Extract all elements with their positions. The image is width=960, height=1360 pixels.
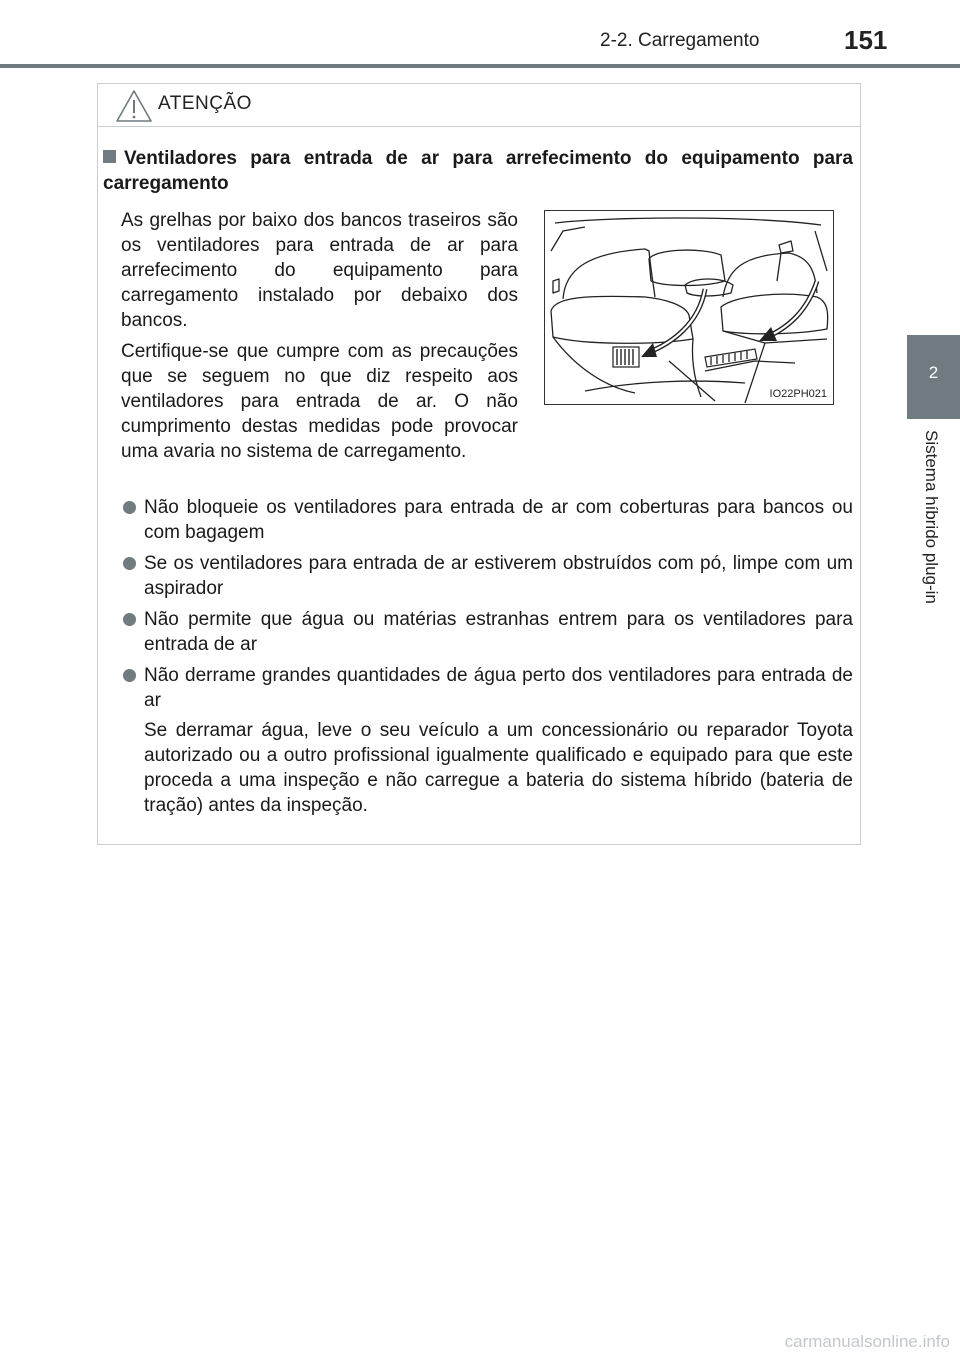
air-vent-grille-left xyxy=(613,347,639,367)
page-number: 151 xyxy=(844,25,888,55)
bullet-icon xyxy=(123,613,136,626)
subsection-heading xyxy=(103,146,853,196)
chapter-title-container xyxy=(907,430,960,670)
chapter-number: 2 xyxy=(928,363,939,382)
square-bullet-icon xyxy=(103,150,116,163)
air-vent-grille-right xyxy=(705,349,757,367)
list-item-text: Não permite que água ou matérias estranhas entrem para os ventiladores para entrada de ar xyxy=(144,609,853,655)
list-item xyxy=(121,663,853,713)
list-item xyxy=(121,495,853,545)
precaution-paragraph: Certifique-se que cumpre com as precauções que se seguem no que diz respeito aos ventiladores para entrada de ar. O não cumprimento destas medidas pode provocar uma avaria no sistema de carregamento. xyxy=(121,341,518,462)
bullet-icon xyxy=(123,669,136,682)
bullet-followup-paragraph: Se derramar água, leve o seu veículo a um concessionário ou reparador Toyota autorizado ou a outro profissional igualmente qualificado e equipado para que este proceda a uma inspeção e não carregue a bateria do sistema híbrido (bateria de tração) antes da inspeção. xyxy=(144,720,853,816)
rear-seat-vent-illustration xyxy=(544,210,834,405)
bullet-icon xyxy=(123,501,136,514)
intro-paragraph: As grelhas por baixo dos bancos traseiros são os ventiladores para entrada de ar para arrefecimento do equipamento para carregamento instalado por debaixo dos bancos. xyxy=(121,210,518,331)
list-item-text: Não derrame grandes quantidades de água perto dos ventiladores para entrada de ar xyxy=(144,665,853,711)
warning-header xyxy=(98,84,860,127)
subsection-heading-text: Ventiladores para entrada de ar para arrefecimento do equipamento para carregamento xyxy=(103,148,853,194)
watermark: carmanualsonline.info xyxy=(784,1332,950,1351)
list-item xyxy=(121,607,853,657)
warning-title: ATENÇÃO xyxy=(158,93,252,114)
list-item-text: Não bloqueie os ventiladores para entrada de ar com coberturas para bancos ou com bagagem xyxy=(144,497,853,543)
seat-drawing xyxy=(545,211,833,404)
bullet-icon xyxy=(123,557,136,570)
arrow-icon xyxy=(641,289,705,357)
list-item xyxy=(121,551,853,601)
chapter-tab xyxy=(907,335,960,419)
section-title: 2-2. Carregamento xyxy=(600,30,760,51)
warning-triangle-icon xyxy=(115,89,153,123)
chapter-title: Sistema híbrido plug-in xyxy=(922,430,941,604)
figure-code: IO22PH021 xyxy=(769,388,827,400)
header-rule xyxy=(0,64,960,68)
list-item-text: Se os ventiladores para entrada de ar estiverem obstruídos com pó, limpe com um aspirador xyxy=(144,553,853,599)
